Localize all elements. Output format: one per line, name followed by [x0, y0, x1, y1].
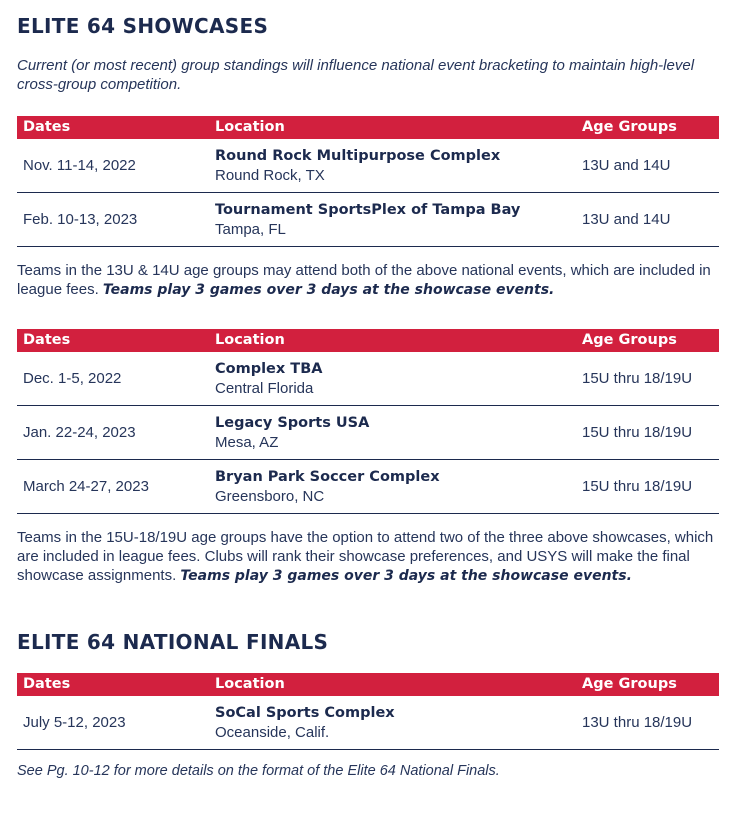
- header-dates: Dates: [17, 329, 209, 352]
- venue-name: SoCal Sports Complex: [215, 704, 395, 721]
- row-dates: Dec. 1-5, 2022: [17, 352, 209, 406]
- venue-name: Round Rock Multipurpose Complex: [215, 147, 501, 164]
- finals-footnote: See Pg. 10-12 for more details on the format of the Elite 64 National Finals.: [17, 763, 500, 779]
- row-location: [209, 139, 576, 193]
- venue-name: Tournament SportsPlex of Tampa Bay: [215, 201, 521, 218]
- note-text: Teams in the 15U-18/19U age groups have the option to attend two of the three above showcases, which are included in league fees. Clubs will rank their showcase preferences, and USYS will make the final showcase assignments.: [17, 529, 714, 584]
- row-age-groups: 15U thru 18/19U: [576, 460, 719, 514]
- finals-title: ELITE 64 NATIONAL FINALS: [17, 630, 329, 654]
- showcases-title: ELITE 64 SHOWCASES: [17, 14, 269, 38]
- header-location: Location: [209, 116, 576, 139]
- header-location: Location: [209, 329, 576, 352]
- finals-table: [17, 673, 719, 750]
- row-age-groups: 15U thru 18/19U: [576, 352, 719, 406]
- venue-name: Legacy Sports USA: [215, 414, 370, 431]
- showcases-note-1: [17, 261, 722, 300]
- row-location: [209, 460, 576, 514]
- venue-city: Mesa, AZ: [215, 433, 279, 451]
- venue-city: Greensboro, NC: [215, 487, 325, 505]
- header-age-groups: Age Groups: [576, 116, 719, 139]
- row-age-groups: 15U thru 18/19U: [576, 406, 719, 460]
- venue-city: Central Florida: [215, 379, 314, 397]
- row-dates: July 5-12, 2023: [17, 696, 209, 750]
- showcases-intro: Current (or most recent) group standings will influence national event bracketing to maintain high-level cross-group competition.: [17, 57, 695, 93]
- table-row: [17, 460, 719, 514]
- header-age-groups: Age Groups: [576, 329, 719, 352]
- venue-city: Oceanside, Calif.: [215, 723, 330, 741]
- showcases-table-2: [17, 329, 719, 514]
- table-header-row: [17, 116, 719, 139]
- table-header-row: [17, 673, 719, 696]
- table-row: [17, 696, 719, 750]
- note-text: Teams in the 13U & 14U age groups may attend both of the above national events, which are included in league fees.: [17, 262, 711, 298]
- row-dates: Nov. 11-14, 2022: [17, 139, 209, 193]
- note-bold-text: Teams play 3 games over 3 days at the showcase events.: [180, 568, 632, 584]
- row-location: [209, 352, 576, 406]
- row-dates: Feb. 10-13, 2023: [17, 193, 209, 247]
- row-dates: March 24-27, 2023: [17, 460, 209, 514]
- table-header-row: [17, 329, 719, 352]
- row-age-groups: 13U thru 18/19U: [576, 696, 719, 750]
- header-dates: Dates: [17, 673, 209, 696]
- table-row: [17, 193, 719, 247]
- header-age-groups: Age Groups: [576, 673, 719, 696]
- header-location: Location: [209, 673, 576, 696]
- showcases-note-2: [17, 528, 722, 586]
- table-row: [17, 352, 719, 406]
- table-row: [17, 406, 719, 460]
- venue-city: Tampa, FL: [215, 220, 286, 238]
- note-bold-text: Teams play 3 games over 3 days at the showcase events.: [102, 282, 555, 298]
- row-age-groups: 13U and 14U: [576, 139, 719, 193]
- row-location: [209, 696, 576, 750]
- table-row: [17, 139, 719, 193]
- row-location: [209, 193, 576, 247]
- showcases-table-1: [17, 116, 719, 247]
- venue-city: Round Rock, TX: [215, 166, 325, 184]
- header-dates: Dates: [17, 116, 209, 139]
- venue-name: Complex TBA: [215, 360, 323, 377]
- row-dates: Jan. 22-24, 2023: [17, 406, 209, 460]
- row-age-groups: 13U and 14U: [576, 193, 719, 247]
- row-location: [209, 406, 576, 460]
- venue-name: Bryan Park Soccer Complex: [215, 468, 440, 485]
